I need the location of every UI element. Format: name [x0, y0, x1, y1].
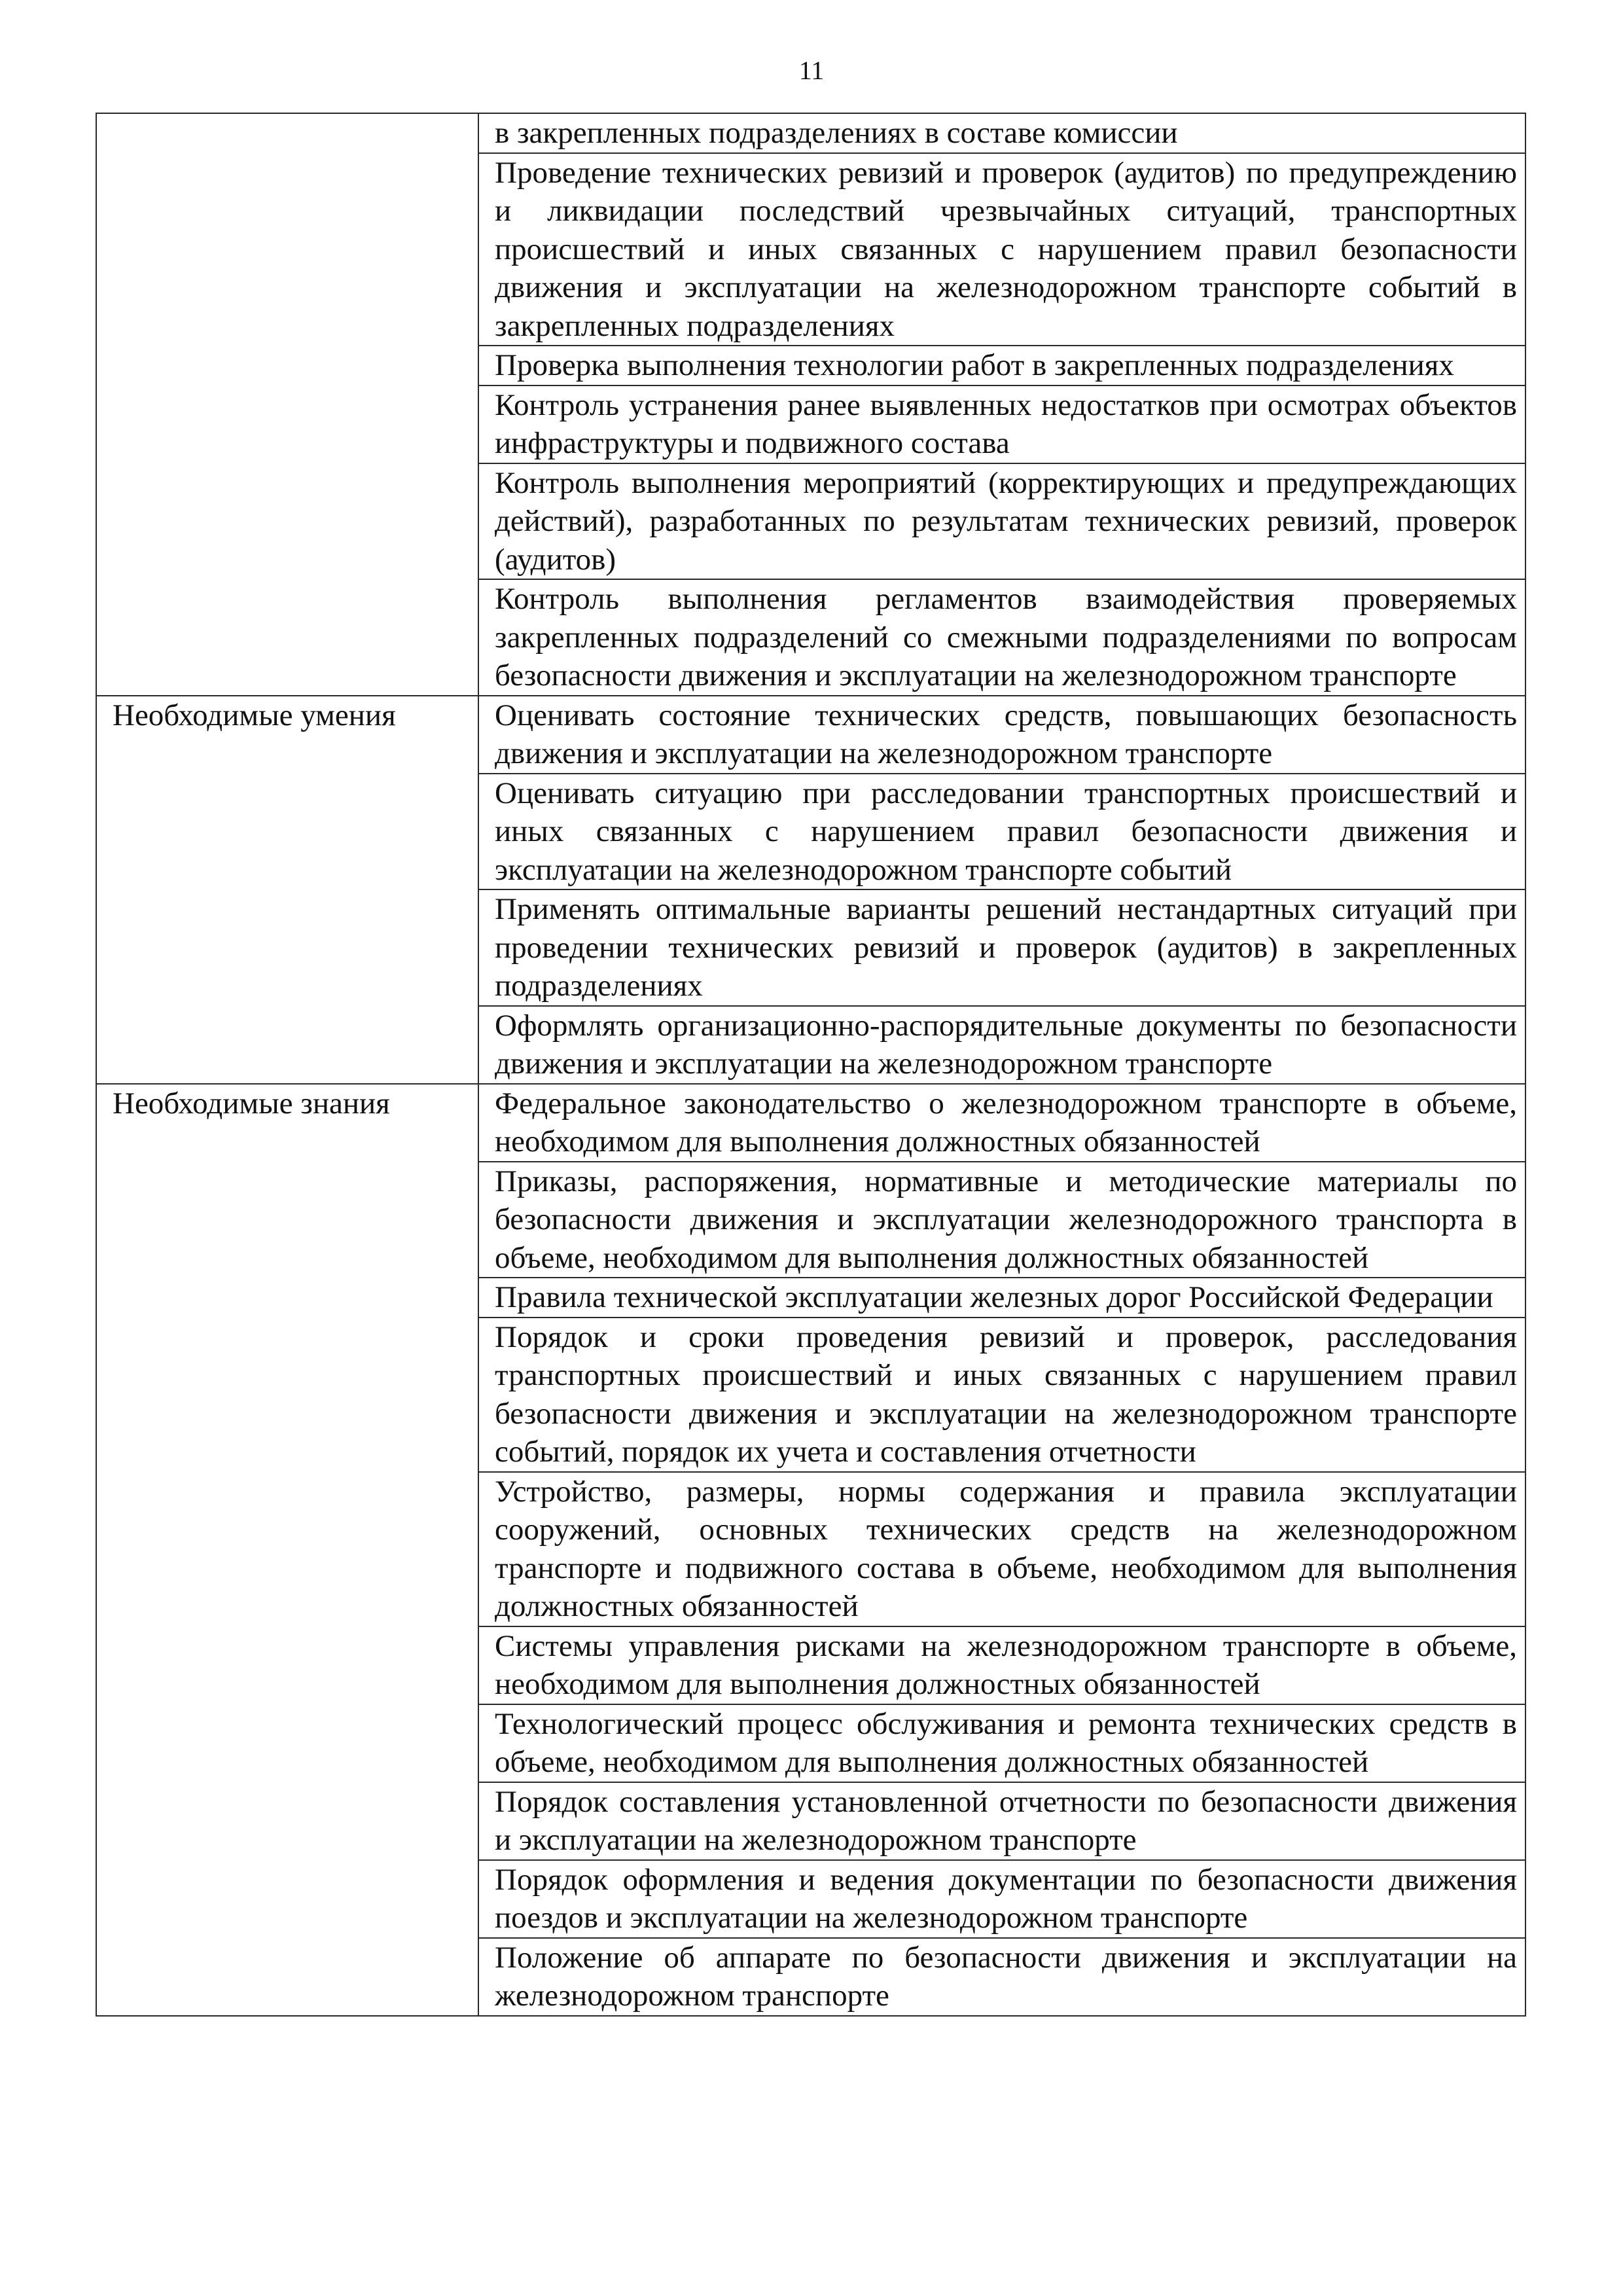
table-cell [478, 386, 1525, 463]
table-cell [478, 774, 1525, 890]
requirements-table [96, 113, 1526, 2017]
requirement-text: Правила технической эксплуатации железных дорог Российской Федерации [495, 1280, 1493, 1314]
table-cell [478, 579, 1525, 696]
requirement-text: Технологический процесс обслуживания и ремонта технических средств в объеме, необходимом для выполнения должностных обязанностей [495, 1706, 1517, 1779]
requirements-table-body [96, 113, 1525, 2016]
requirement-text: Федеральное законодательство о железнодорожном транспорте в объеме, необходимом для выполнения должностных обязанностей [495, 1086, 1517, 1158]
table-cell [478, 1318, 1525, 1472]
section-required-skills-label: Необходимые умения [96, 696, 478, 1084]
table-cell [478, 1938, 1525, 2016]
requirement-text: Системы управления рисками на железнодорожном транспорте в объеме, необходимом для выполнения должностных обязанностей [495, 1628, 1517, 1701]
requirement-text: Оценивать состояние технических средств, повышающих безопасность движения и эксплуатации на железнодорожном транспорте [495, 698, 1517, 770]
requirement-text: Приказы, распоряжения, нормативные и методические материалы по безопасности движения и эксплуатации железнодорожного транспорта в объеме, необходимом для выполнения должностных обязанностей [495, 1164, 1517, 1275]
table-cell [478, 1006, 1525, 1084]
table-cell [478, 1860, 1525, 1938]
requirement-text: Контроль устранения ранее выявленных недостатков при осмотрах объектов инфраструктуры и подвижного состава [495, 387, 1517, 460]
table-cell [478, 1278, 1525, 1318]
requirement-text: Проведение технических ревизий и проверок (аудитов) по предупреждению и ликвидации последствий чрезвычайных ситуаций, транспортных происшествий и иных связанных с нарушением правил безопасности движения и эксплуатации на железнодорожном транспорте событий в закрепленных подразделениях [495, 155, 1517, 343]
requirement-text: Положение об аппарате по безопасности движения и эксплуатации на железнодорожном транспорте [495, 1940, 1517, 2013]
requirement-text: Контроль выполнения регламентов взаимодействия проверяемых закрепленных подразделений со смежными подразделениями по вопросам безопасности движения и эксплуатации на железнодорожном транспорте [495, 582, 1517, 692]
table-cell [478, 1704, 1525, 1782]
table-row [96, 113, 1525, 153]
table-cell [478, 1626, 1525, 1704]
requirement-text: Контроль выполнения мероприятий (корректирующих и предупреждающих действий), разработанных по результатам технических ревизий, проверок (аудитов) [495, 465, 1517, 577]
requirement-text: Устройство, размеры, нормы содержания и правила эксплуатации сооружений, основных технических средств на железнодорожном транспорте и подвижного состава в объеме, необходимом для выполнения должностных обязанностей [495, 1474, 1517, 1623]
section-continued-label [96, 113, 478, 696]
table-cell [478, 346, 1525, 386]
requirement-text: Оценивать ситуацию при расследовании транспортных происшествий и иных связанных с нарушением правил безопасности движения и эксплуатации на железнодорожном транспорте событий [495, 776, 1517, 887]
page-number: 11 [798, 56, 825, 85]
table-cell [478, 1084, 1525, 1162]
table-cell [478, 1782, 1525, 1860]
table-cell [478, 113, 1525, 153]
requirement-text: Применять оптимальные варианты решений нестандартных ситуаций при проведении технических ревизий и проверок (аудитов) в закрепленных подразделениях [495, 892, 1517, 1003]
requirement-text: Порядок составления установленной отчетности по безопасности движения и эксплуатации на железнодорожном транспорте [495, 1784, 1517, 1857]
section-required-knowledge-label: Необходимые знания [96, 1084, 478, 2016]
requirement-text: Оформлять организационно-распорядительные документы по безопасности движения и эксплуатации на железнодорожном транспорте [495, 1008, 1517, 1081]
requirement-text: в закрепленных подразделениях в составе комиссии [495, 116, 1178, 150]
table-cell [478, 1472, 1525, 1626]
table-cell [478, 153, 1525, 346]
table-row [96, 696, 1525, 774]
requirement-text: Порядок и сроки проведения ревизий и проверок, расследования транспортных происшествий и иных связанных с нарушением правил безопасности движения и эксплуатации на железнодорожном транспорте событий, порядок их учета и составления отчетности [495, 1319, 1517, 1469]
table-cell [478, 463, 1525, 580]
table-cell [478, 889, 1525, 1006]
table-cell [478, 696, 1525, 774]
table-cell [478, 1162, 1525, 1278]
table-row [96, 1084, 1525, 1162]
requirement-text: Порядок оформления и ведения документации по безопасности движения поездов и эксплуатации на железнодорожном транспорте [495, 1862, 1517, 1935]
requirement-text: Проверка выполнения технологии работ в закрепленных подразделениях [495, 348, 1454, 382]
